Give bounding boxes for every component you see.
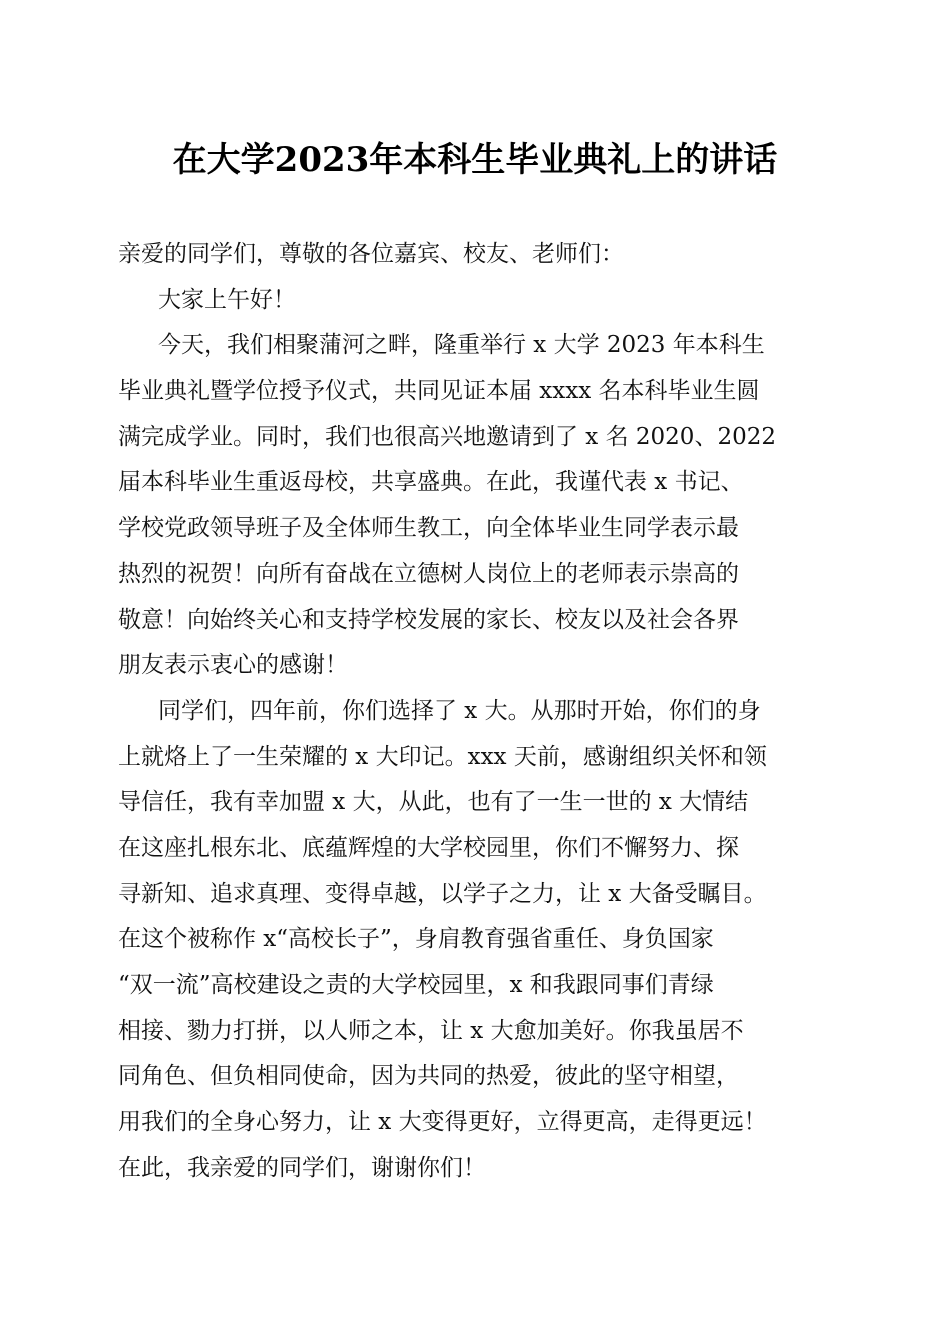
document-body [118,232,842,1191]
body-line: 届本科毕业生重返母校，共享盛典。在此，我谨代表 x 书记、 [118,469,744,496]
salutation-line: 亲爱的同学们，尊敬的各位嘉宾、校友、老师们： [118,241,624,267]
body-line: “双一流”高校建设之责的大学校园里，x 和我跟同事们青绿 [118,972,714,998]
body-line: 在这个被称作 x“高校长子”，身肩教育强省重任、身负国家 [118,926,714,953]
body-line: 相接、勠力打拼，以人师之本，让 x 大愈加美好。你我虽居不 [118,1017,744,1044]
body-line: 在这座扎根东北、底蕴辉煌的大学校园里，你们不懈努力、探 [118,834,739,861]
body-line: 毕业典礼暨学位授予仪式，共同见证本届 xxxx 名本科毕业生圆 [118,378,760,405]
body-line: 导信任，我有幸加盟 x 大，从此，也有了一生一世的 x 大情结 [118,789,749,816]
body-line: 用我们的全身心努力，让 x 大变得更好，立得更高，走得更远！ [118,1109,767,1136]
body-line: 上就烙上了一生荣耀的 x 大印记。xxx 天前，感谢组织关怀和领 [118,743,767,770]
body-line: 朋友表示衷心的感谢！ [118,652,348,679]
greeting-line: 大家上午好！ [158,286,296,313]
body-line: 寻新知、追求真理、变得卓越，以学子之力，让 x 大备受瞩目。 [118,880,767,907]
body-line: 热烈的祝贺！向所有奋战在立德树人岗位上的老师表示崇高的 [118,560,739,587]
body-line: 满完成学业。同时，我们也很高兴地邀请到了 x 名 2020、2022 [118,423,776,450]
body-line: 敬意！向始终关心和支持学校发展的家长、校友以及社会各界 [118,606,739,633]
body-line: 同角色、但负相同使命，因为共同的热爱，彼此的坚守相望， [118,1063,739,1090]
document-title: 在大学2023年本科生毕业典礼上的讲话 [172,140,778,180]
body-line: 学校党政领导班子及全体师生教工，向全体毕业生同学表示最 [118,515,739,542]
body-line: 同学们，四年前，你们选择了 x 大。从那时开始，你们的身 [158,697,761,724]
body-line: 今天，我们相聚蒲河之畔，隆重举行 x 大学 2023 年本科生 [158,332,765,359]
body-line: 在此，我亲爱的同学们，谢谢你们！ [118,1154,486,1181]
